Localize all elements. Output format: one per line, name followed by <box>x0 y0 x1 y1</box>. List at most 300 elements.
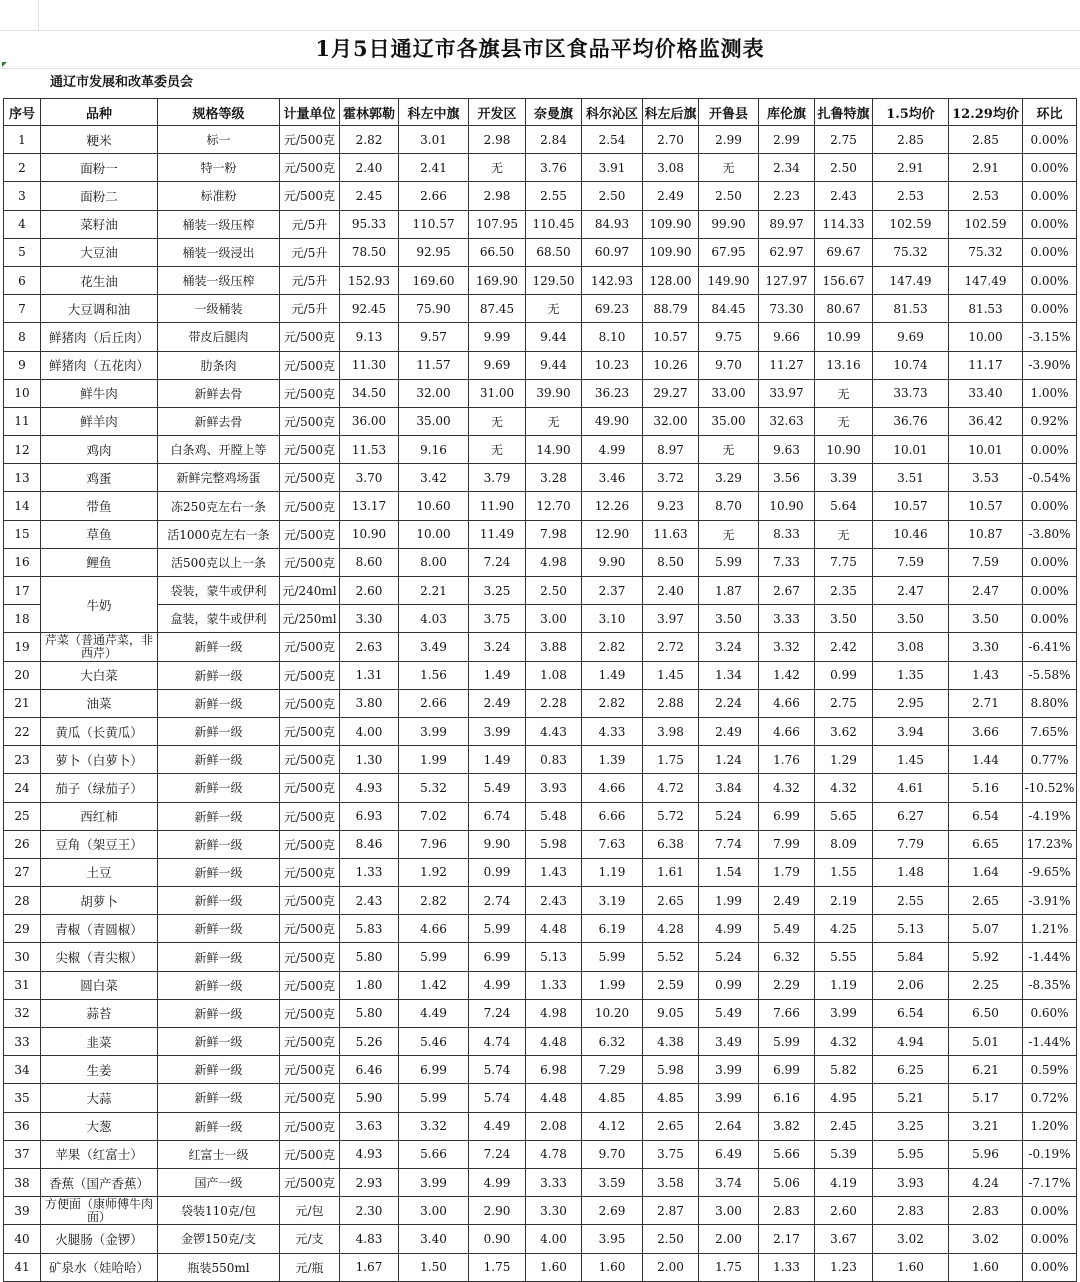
table-cell: 84.45 <box>699 295 759 323</box>
table-cell: 6 <box>4 266 41 294</box>
table-cell: 81.53 <box>873 295 949 323</box>
table-cell: 元/500克 <box>280 774 340 802</box>
table-row <box>4 238 1077 266</box>
table-cell: 34 <box>4 1056 41 1084</box>
table-cell: 2.75 <box>815 126 873 154</box>
table-cell: 11 <box>4 407 41 435</box>
table-cell: 6.21 <box>949 1056 1023 1084</box>
table-cell: 9.90 <box>582 548 643 576</box>
table-cell: 102.59 <box>949 210 1023 238</box>
table-cell: 袋装，蒙牛或伊利 <box>158 577 280 605</box>
table-row <box>4 746 1077 774</box>
table-cell: 新鲜一级 <box>158 887 280 915</box>
table-cell: 13.17 <box>340 492 399 520</box>
table-cell: 67.95 <box>699 238 759 266</box>
table-cell: 花生油 <box>41 266 158 294</box>
table-cell: 1.76 <box>759 746 815 774</box>
table-cell: 0.00% <box>1023 1225 1077 1253</box>
table-cell: 18 <box>4 605 41 633</box>
table-cell: 2.65 <box>643 887 699 915</box>
table-cell: 0.72% <box>1023 1084 1077 1112</box>
table-cell: 10.90 <box>815 436 873 464</box>
table-cell: 一级桶装 <box>158 295 280 323</box>
table-cell: 41 <box>4 1253 41 1281</box>
table-cell: 1.54 <box>699 858 759 886</box>
table-cell: 92.95 <box>399 238 469 266</box>
table-cell: -3.90% <box>1023 351 1077 379</box>
table-cell: 3.53 <box>949 464 1023 492</box>
table-cell: 鸡蛋 <box>41 464 158 492</box>
table-cell: 6.32 <box>759 943 815 971</box>
table-row <box>4 774 1077 802</box>
table-cell: 2.66 <box>399 689 469 717</box>
table-row <box>4 1225 1077 1253</box>
table-cell: 32.63 <box>759 407 815 435</box>
table-cell: 0.00% <box>1023 548 1077 576</box>
table-cell: 无 <box>815 407 873 435</box>
table-cell: 新鲜一级 <box>158 633 280 661</box>
table-cell: 5.39 <box>815 1140 873 1168</box>
table-cell: 3.75 <box>643 1140 699 1168</box>
table-cell: 3.84 <box>699 774 759 802</box>
table-cell: 10.99 <box>815 323 873 351</box>
table-cell: 0.99 <box>699 971 759 999</box>
table-cell: 2.50 <box>582 182 643 210</box>
table-row <box>4 577 1077 605</box>
table-cell: 1.35 <box>873 661 949 689</box>
table-row <box>4 266 1077 294</box>
table-cell: 13 <box>4 464 41 492</box>
table-cell: 3.19 <box>582 887 643 915</box>
table-cell: 0.00% <box>1023 605 1077 633</box>
table-cell: 2.41 <box>399 154 469 182</box>
table-cell: 3.93 <box>526 774 582 802</box>
table-cell: 33.40 <box>949 379 1023 407</box>
table-cell: 3.00 <box>526 605 582 633</box>
table-cell: 3.33 <box>526 1168 582 1196</box>
table-cell: 10.60 <box>399 492 469 520</box>
table-cell: 99.90 <box>699 210 759 238</box>
table-cell: 0.59% <box>1023 1056 1077 1084</box>
table-header-row <box>4 99 1077 126</box>
table-cell: 带皮后腿肉 <box>158 323 280 351</box>
table-row <box>4 943 1077 971</box>
table-cell: 2.65 <box>949 887 1023 915</box>
table-cell: 89.97 <box>759 210 815 238</box>
table-cell: 红富士一级 <box>158 1140 280 1168</box>
table-cell: 92.45 <box>340 295 399 323</box>
table-row <box>4 351 1077 379</box>
table-cell: 7 <box>4 295 41 323</box>
table-cell: 1.34 <box>699 661 759 689</box>
table-cell: 1.44 <box>949 746 1023 774</box>
table-cell: 5.24 <box>699 943 759 971</box>
table-cell: 4.25 <box>815 915 873 943</box>
table-row <box>4 661 1077 689</box>
table-cell: 10.20 <box>582 999 643 1027</box>
table-cell: 新鲜完整鸡场蛋 <box>158 464 280 492</box>
table-row <box>4 915 1077 943</box>
table-cell: 1.39 <box>582 746 643 774</box>
table-cell: 无 <box>526 295 582 323</box>
table-cell: 1.87 <box>699 577 759 605</box>
table-cell: 3.33 <box>759 605 815 633</box>
table-cell: 28 <box>4 887 41 915</box>
table-cell: 5.21 <box>873 1084 949 1112</box>
table-cell: 2.47 <box>873 577 949 605</box>
table-cell: -1.44% <box>1023 1028 1077 1056</box>
table-cell: 2.72 <box>643 633 699 661</box>
table-cell: 10.90 <box>759 492 815 520</box>
table-cell: 4.66 <box>582 774 643 802</box>
table-cell: 35.00 <box>399 407 469 435</box>
table-row <box>4 1084 1077 1112</box>
column-header: 科左中旗 <box>399 99 469 126</box>
table-cell: 10.57 <box>873 492 949 520</box>
column-header: 1.5均价 <box>873 99 949 126</box>
table-cell: 6.50 <box>949 999 1023 1027</box>
table-cell: 6.54 <box>873 999 949 1027</box>
table-cell: 38 <box>4 1168 41 1196</box>
table-cell: 桶装一级浸出 <box>158 238 280 266</box>
table-cell: 3.49 <box>699 1028 759 1056</box>
table-cell: 3.32 <box>759 633 815 661</box>
table-cell: 2.93 <box>340 1168 399 1196</box>
table-cell: 元/5升 <box>280 295 340 323</box>
table-cell: 2.49 <box>643 182 699 210</box>
table-cell: 19 <box>4 633 41 661</box>
table-cell: 4.49 <box>399 999 469 1027</box>
table-cell: 2.95 <box>873 689 949 717</box>
table-row <box>4 717 1077 745</box>
table-cell: 2.60 <box>340 577 399 605</box>
table-cell: 2.83 <box>949 1197 1023 1225</box>
table-cell: 147.49 <box>949 266 1023 294</box>
table-cell: 2.50 <box>643 1225 699 1253</box>
table-cell: 3.29 <box>699 464 759 492</box>
table-cell: 2.82 <box>340 126 399 154</box>
table-cell: 2.17 <box>759 1225 815 1253</box>
table-cell: 3.02 <box>949 1225 1023 1253</box>
table-cell: 香蕉（国产香蕉） <box>41 1168 158 1196</box>
table-cell: 12.70 <box>526 492 582 520</box>
table-cell: 7.59 <box>949 548 1023 576</box>
table-row <box>4 154 1077 182</box>
table-cell: 1.31 <box>340 661 399 689</box>
table-cell: 36.00 <box>340 407 399 435</box>
table-cell: 5.49 <box>759 915 815 943</box>
table-cell: 9.99 <box>469 323 526 351</box>
table-cell: 金锣150克/支 <box>158 1225 280 1253</box>
table-cell: 7.96 <box>399 830 469 858</box>
table-cell: 元/500克 <box>280 1168 340 1196</box>
table-cell: 元/500克 <box>280 689 340 717</box>
table-cell: 4.38 <box>643 1028 699 1056</box>
table-cell: 4.61 <box>873 774 949 802</box>
table-row <box>4 1140 1077 1168</box>
table-cell: 10 <box>4 379 41 407</box>
table-cell: 元/500克 <box>280 746 340 774</box>
table-cell: 3.01 <box>399 126 469 154</box>
table-cell: 新鲜一级 <box>158 1056 280 1084</box>
table-cell: 4.00 <box>340 717 399 745</box>
table-cell: 3.88 <box>526 633 582 661</box>
spreadsheet-top-band <box>0 0 1080 31</box>
table-cell: 35.00 <box>699 407 759 435</box>
table-cell: 9.05 <box>643 999 699 1027</box>
table-cell: 牛奶 <box>41 577 158 633</box>
table-cell: 3.50 <box>949 605 1023 633</box>
table-cell: 3.99 <box>815 999 873 1027</box>
table-cell: 2.91 <box>949 154 1023 182</box>
table-cell: 元/500克 <box>280 126 340 154</box>
table-cell: 5.99 <box>699 548 759 576</box>
table-cell: 1.55 <box>815 858 873 886</box>
table-cell: 2.54 <box>582 126 643 154</box>
table-cell: 3.30 <box>526 1197 582 1225</box>
table-cell: 白条鸡、开膛上等 <box>158 436 280 464</box>
table-cell: 2.70 <box>643 126 699 154</box>
table-cell: 3.00 <box>399 1197 469 1225</box>
table-cell: 2.49 <box>759 887 815 915</box>
table-cell: 1.60 <box>873 1253 949 1281</box>
table-cell: 3.74 <box>699 1168 759 1196</box>
price-table <box>3 98 1077 1282</box>
table-cell: 1.30 <box>340 746 399 774</box>
table-cell: 4.32 <box>759 774 815 802</box>
table-cell: 鲜牛肉 <box>41 379 158 407</box>
table-cell: 标准粉 <box>158 182 280 210</box>
table-cell: 0.00% <box>1023 266 1077 294</box>
table-cell: 元/5升 <box>280 266 340 294</box>
table-cell: 1.80 <box>340 971 399 999</box>
table-cell: 5.80 <box>340 943 399 971</box>
table-cell: 3.56 <box>759 464 815 492</box>
table-cell: 5.98 <box>526 830 582 858</box>
table-cell: 0.00% <box>1023 1253 1077 1281</box>
table-cell: 1.56 <box>399 661 469 689</box>
table-cell: 5.07 <box>949 915 1023 943</box>
table-cell: 17 <box>4 577 41 605</box>
table-cell: 3.95 <box>582 1225 643 1253</box>
table-cell: 1.75 <box>643 746 699 774</box>
table-cell: 西红柿 <box>41 802 158 830</box>
table-cell: 3.30 <box>949 633 1023 661</box>
table-cell: 9.16 <box>399 436 469 464</box>
table-cell: 2.40 <box>340 154 399 182</box>
table-cell: 无 <box>699 154 759 182</box>
table-cell: 2.24 <box>699 689 759 717</box>
table-cell: 40 <box>4 1225 41 1253</box>
table-row <box>4 548 1077 576</box>
table-cell: 4.99 <box>469 971 526 999</box>
table-cell: 特一粉 <box>158 154 280 182</box>
table-cell: 3.99 <box>699 1084 759 1112</box>
table-cell: 78.50 <box>340 238 399 266</box>
table-cell: 新鲜一级 <box>158 661 280 689</box>
table-cell: 4.99 <box>469 1168 526 1196</box>
table-cell: 元/500克 <box>280 182 340 210</box>
column-header: 霍林郭勒 <box>340 99 399 126</box>
table-cell: 4.32 <box>815 1028 873 1056</box>
table-cell: 31 <box>4 971 41 999</box>
table-cell: 3.82 <box>759 1112 815 1140</box>
table-cell: 元/500克 <box>280 915 340 943</box>
table-cell: 8.10 <box>582 323 643 351</box>
table-cell: 2.69 <box>582 1197 643 1225</box>
table-cell: 73.30 <box>759 295 815 323</box>
table-cell: 1.99 <box>699 887 759 915</box>
table-cell: 2.50 <box>815 154 873 182</box>
table-cell: 3.58 <box>643 1168 699 1196</box>
table-cell: 6.19 <box>582 915 643 943</box>
table-cell: 2.83 <box>873 1197 949 1225</box>
table-cell: 4.00 <box>526 1225 582 1253</box>
table-cell: 9.57 <box>399 323 469 351</box>
table-cell: 14.90 <box>526 436 582 464</box>
table-cell: 1.49 <box>469 661 526 689</box>
table-cell: 2.71 <box>949 689 1023 717</box>
table-cell: 5.48 <box>526 802 582 830</box>
table-cell: 2 <box>4 154 41 182</box>
table-cell: 3.75 <box>469 605 526 633</box>
table-cell: 4.93 <box>340 1140 399 1168</box>
table-cell: 3.50 <box>815 605 873 633</box>
table-cell: 带鱼 <box>41 492 158 520</box>
table-cell: 元/5升 <box>280 238 340 266</box>
table-cell: 32.00 <box>643 407 699 435</box>
table-cell: 11.17 <box>949 351 1023 379</box>
table-cell: 3.25 <box>469 577 526 605</box>
table-row <box>4 492 1077 520</box>
table-cell: 25 <box>4 802 41 830</box>
table-cell: 11.27 <box>759 351 815 379</box>
table-cell: 1.50 <box>399 1253 469 1281</box>
table-cell: 桶装一级压榨 <box>158 266 280 294</box>
table-cell: 7.63 <box>582 830 643 858</box>
table-cell: -0.19% <box>1023 1140 1077 1168</box>
table-cell: 2.35 <box>815 577 873 605</box>
table-cell: 26 <box>4 830 41 858</box>
table-cell: 3.63 <box>340 1112 399 1140</box>
table-cell: 127.97 <box>759 266 815 294</box>
column-header: 科尔沁区 <box>582 99 643 126</box>
table-row <box>4 633 1077 661</box>
table-cell: 2.49 <box>469 689 526 717</box>
table-cell: 4.66 <box>759 689 815 717</box>
table-cell: 9.75 <box>699 323 759 351</box>
table-cell: 7.74 <box>699 830 759 858</box>
table-cell: 4.66 <box>759 717 815 745</box>
table-cell: 2.21 <box>399 577 469 605</box>
table-cell: 无 <box>469 407 526 435</box>
table-cell: 10.01 <box>873 436 949 464</box>
table-cell: 元/500克 <box>280 520 340 548</box>
table-cell: 2.91 <box>873 154 949 182</box>
table-cell: 7.02 <box>399 802 469 830</box>
table-cell: 3.59 <box>582 1168 643 1196</box>
table-cell: 0.99 <box>815 661 873 689</box>
table-cell: 4.48 <box>526 915 582 943</box>
table-cell: 32 <box>4 999 41 1027</box>
table-cell: 149.90 <box>699 266 759 294</box>
table-cell: 1.49 <box>582 661 643 689</box>
table-row <box>4 323 1077 351</box>
table-row <box>4 1112 1077 1140</box>
table-cell: 元/500克 <box>280 802 340 830</box>
table-cell: 1.00% <box>1023 379 1077 407</box>
table-cell: 7.59 <box>873 548 949 576</box>
table-cell: 2.47 <box>949 577 1023 605</box>
table-cell: 3.99 <box>399 717 469 745</box>
table-cell: 3.32 <box>399 1112 469 1140</box>
table-cell: 新鲜一级 <box>158 830 280 858</box>
table-cell: 0.00% <box>1023 154 1077 182</box>
table-cell: 142.93 <box>582 266 643 294</box>
table-cell: 4.85 <box>582 1084 643 1112</box>
table-cell: 2.82 <box>399 887 469 915</box>
table-cell: 7.24 <box>469 999 526 1027</box>
table-cell: 4.32 <box>815 774 873 802</box>
table-cell: 2.43 <box>340 887 399 915</box>
table-cell: 3.40 <box>399 1225 469 1253</box>
table-cell: 3.30 <box>340 605 399 633</box>
table-cell: 2.63 <box>340 633 399 661</box>
table-cell: 4 <box>4 210 41 238</box>
table-cell: 5.64 <box>815 492 873 520</box>
table-row <box>4 887 1077 915</box>
table-cell: 蒜苔 <box>41 999 158 1027</box>
table-cell: 元/500克 <box>280 887 340 915</box>
table-cell: 2.49 <box>699 717 759 745</box>
table-cell: 0.00% <box>1023 492 1077 520</box>
table-cell: 8.97 <box>643 436 699 464</box>
table-cell: 2.30 <box>340 1197 399 1225</box>
table-cell: 2.55 <box>526 182 582 210</box>
table-cell: 2.88 <box>643 689 699 717</box>
table-cell: 33.73 <box>873 379 949 407</box>
table-cell: 新鲜一级 <box>158 943 280 971</box>
table-cell: 粳米 <box>41 126 158 154</box>
table-cell: 2.82 <box>582 633 643 661</box>
column-header: 库伦旗 <box>759 99 815 126</box>
table-cell: 102.59 <box>873 210 949 238</box>
table-cell: 4.98 <box>526 548 582 576</box>
cell-comment-marker <box>2 62 7 67</box>
table-cell: 1.33 <box>526 971 582 999</box>
table-cell: 新鲜一级 <box>158 802 280 830</box>
table-cell: 69.23 <box>582 295 643 323</box>
table-row <box>4 830 1077 858</box>
table-cell: 5.99 <box>399 943 469 971</box>
table-cell: 2.25 <box>949 971 1023 999</box>
table-cell: 10.00 <box>399 520 469 548</box>
table-cell: 3.46 <box>582 464 643 492</box>
table-cell: 1.23 <box>815 1253 873 1281</box>
table-cell: 39 <box>4 1197 41 1225</box>
table-cell: 32.00 <box>399 379 469 407</box>
table-cell: 30 <box>4 943 41 971</box>
table-cell: 29.27 <box>643 379 699 407</box>
table-cell: 4.49 <box>469 1112 526 1140</box>
table-cell: -3.91% <box>1023 887 1077 915</box>
table-cell: 元/240ml <box>280 577 340 605</box>
table-cell: 元/瓶 <box>280 1253 340 1281</box>
table-cell: 0.90 <box>469 1225 526 1253</box>
table-cell: 0.00% <box>1023 182 1077 210</box>
table-row <box>4 689 1077 717</box>
table-cell: 8.70 <box>699 492 759 520</box>
